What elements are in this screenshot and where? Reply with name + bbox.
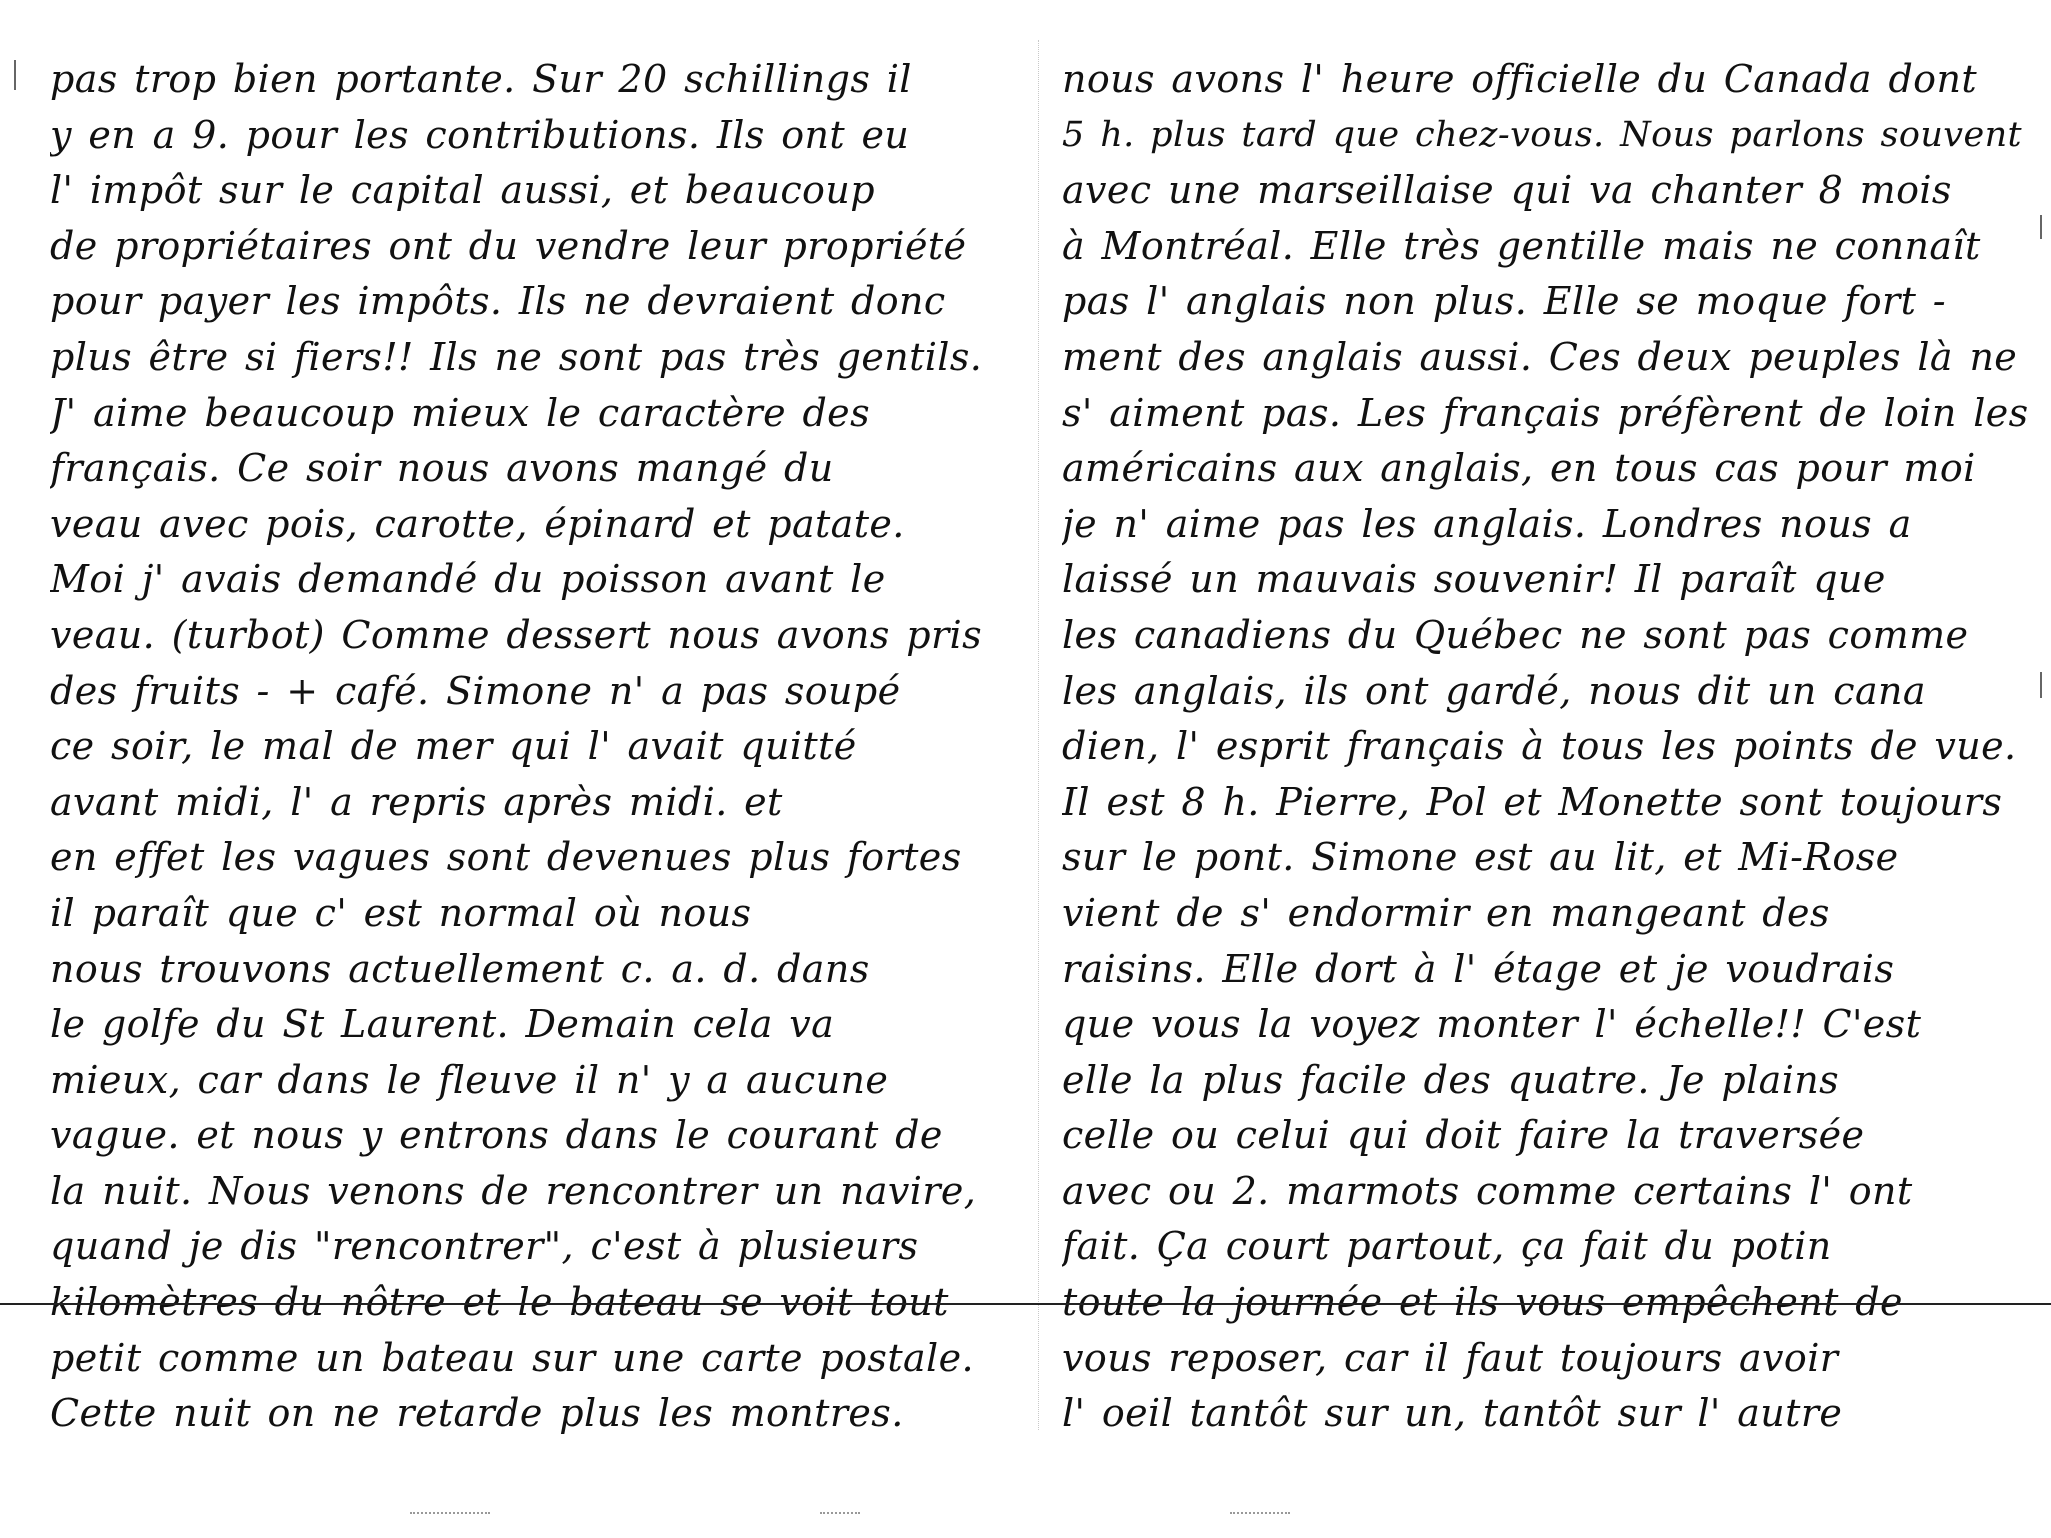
text-line: veau avec pois, carotte, épinard et patate. xyxy=(50,501,905,546)
center-fold xyxy=(1038,40,1039,1430)
text-line: pour payer les impôts. Ils ne devraient donc xyxy=(50,279,946,324)
text-line: ment des anglais aussi. Ces deux peuples là ne xyxy=(1062,334,2018,379)
text-line: fait. Ça court partout, ça fait du potin xyxy=(1062,1224,1832,1269)
text-line: pas l' anglais non plus. Elle se moque fort - xyxy=(1062,279,1947,324)
text-line: avant midi, l' a repris après midi. et xyxy=(50,779,783,824)
text-line: Il est 8 h. Pierre, Pol et Monette sont toujours xyxy=(1062,779,2003,824)
right-column xyxy=(1062,52,2032,1442)
text-line: l' oeil tantôt sur un, tantôt sur l' autre xyxy=(1062,1391,1843,1436)
text-line: je n' aime pas les anglais. Londres nous a xyxy=(1062,501,1912,546)
text-line: quand je dis "rencontrer", c'est à plusieurs xyxy=(50,1224,919,1269)
text-line: le golfe du St Laurent. Demain cela va xyxy=(50,1002,835,1047)
text-line: pas trop bien portante. Sur 20 schillings il xyxy=(50,57,912,101)
text-line: avec une marseillaise qui va chanter 8 mois xyxy=(1062,168,1952,213)
edge-mark xyxy=(14,60,16,90)
text-line: des fruits - + café. Simone n' a pas soupé xyxy=(50,668,901,713)
left-column xyxy=(50,52,1025,1442)
text-line: américains aux anglais, en tous cas pour moi xyxy=(1062,446,1976,491)
text-line: laissé un mauvais souvenir! Il paraît que xyxy=(1062,557,1886,602)
text-line: ce soir, le mal de mer qui l' avait quitté xyxy=(50,724,857,769)
text-line: en effet les vagues sont devenues plus fortes xyxy=(50,835,962,880)
text-line: que vous la voyez monter l' échelle!! C'est xyxy=(1062,1002,1922,1047)
text-line: il paraît que c' est normal où nous xyxy=(50,890,752,935)
text-line: l' impôt sur le capital aussi, et beaucoup xyxy=(50,168,875,213)
text-line: français. Ce soir nous avons mangé du xyxy=(50,446,834,491)
scan-mark xyxy=(820,1512,860,1514)
scan-mark xyxy=(1230,1512,1290,1514)
text-line: Moi j' avais demandé du poisson avant le xyxy=(50,557,886,602)
text-line: s' aiment pas. Les français préfèrent de loin les xyxy=(1062,390,2029,435)
text-line: J' aime beaucoup mieux le caractère des xyxy=(50,390,870,435)
text-line: avec ou 2. marmots comme certains l' ont xyxy=(1062,1168,1913,1213)
text-line: Cette nuit on ne retarde plus les montres. xyxy=(50,1391,904,1436)
edge-mark xyxy=(2040,215,2042,239)
text-line: 5 h. plus tard que chez-vous. Nous parlons souvent xyxy=(1062,114,2023,155)
text-line: nous avons l' heure officielle du Canada dont xyxy=(1062,57,1978,101)
text-line: sur le pont. Simone est au lit, et Mi-Rose xyxy=(1062,835,1899,880)
crease-line xyxy=(0,1303,2051,1305)
text-line: mieux, car dans le fleuve il n' y a aucune xyxy=(50,1057,889,1102)
scan-mark xyxy=(410,1512,490,1514)
text-line: y en a 9. pour les contributions. Ils ont eu xyxy=(50,112,910,157)
text-line: toute la journée et ils vous empêchent de xyxy=(1062,1280,1903,1325)
text-line: elle la plus facile des quatre. Je plains xyxy=(1062,1057,1840,1102)
text-line: les canadiens du Québec ne sont pas comme xyxy=(1062,612,1969,657)
text-line: à Montréal. Elle très gentille mais ne connaît xyxy=(1062,223,1981,268)
text-line: les anglais, ils ont gardé, nous dit un cana xyxy=(1062,668,1926,713)
text-line: raisins. Elle dort à l' étage et je voudrais xyxy=(1062,946,1895,991)
text-line: la nuit. Nous venons de rencontrer un navire, xyxy=(50,1168,977,1213)
text-line: nous trouvons actuellement c. a. d. dans xyxy=(50,946,870,991)
text-line: kilomètres du nôtre et le bateau se voit tout xyxy=(50,1280,949,1325)
text-line: vague. et nous y entrons dans le courant de xyxy=(50,1113,943,1158)
bottom-scan-marks xyxy=(0,1512,2051,1518)
text-line: vous reposer, car il faut toujours avoir xyxy=(1062,1335,1839,1380)
edge-mark xyxy=(2040,672,2042,698)
text-line: dien, l' esprit français à tous les points de vue. xyxy=(1062,724,2017,769)
text-line: plus être si fiers!! Ils ne sont pas très gentils. xyxy=(50,334,983,379)
text-line: vient de s' endormir en mangeant des xyxy=(1062,890,1830,935)
text-line: veau. (turbot) Comme dessert nous avons pris xyxy=(50,612,982,657)
text-line: celle ou celui qui doit faire la traversée xyxy=(1062,1113,1865,1158)
text-line: petit comme un bateau sur une carte postale. xyxy=(50,1335,974,1380)
text-line: de propriétaires ont du vendre leur propriété xyxy=(50,223,967,268)
